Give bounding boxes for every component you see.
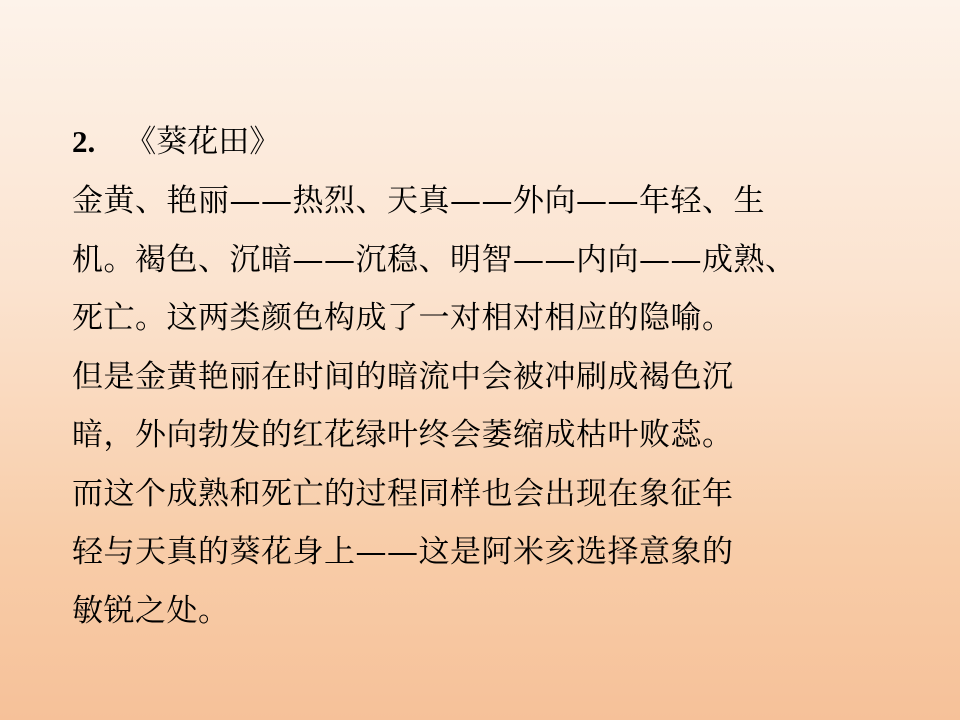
- slide-content: [72, 120, 902, 640]
- paragraph-line: 机。褐色、沉暗——沉稳、明智——内向——成熟、: [72, 241, 797, 278]
- paragraph-line: 暗，外向勃发的红花绿叶终会萎缩成枯叶败蕊。: [72, 417, 734, 453]
- paragraph-line: 死亡。这两类颜色构成了一对相对相应的隐喻。: [72, 300, 734, 336]
- paragraph-line: 但是金黄艳丽在时间的暗流中会被冲刷成褐色沉: [72, 358, 734, 395]
- section-number: 2.: [72, 124, 96, 159]
- paragraph-line: 金黄、艳丽——热烈、天真——外向——年轻、生: [72, 183, 765, 219]
- section-heading: [72, 120, 902, 164]
- paragraph-line: 敏锐之处。: [72, 592, 230, 629]
- paragraph-line: 轻与天真的葵花身上——这是阿米亥选择意象的: [72, 534, 734, 570]
- section-title: 《葵花田》: [125, 124, 281, 160]
- paragraph-line: 而这个成熟和死亡的过程同样也会出现在象征年: [72, 475, 734, 512]
